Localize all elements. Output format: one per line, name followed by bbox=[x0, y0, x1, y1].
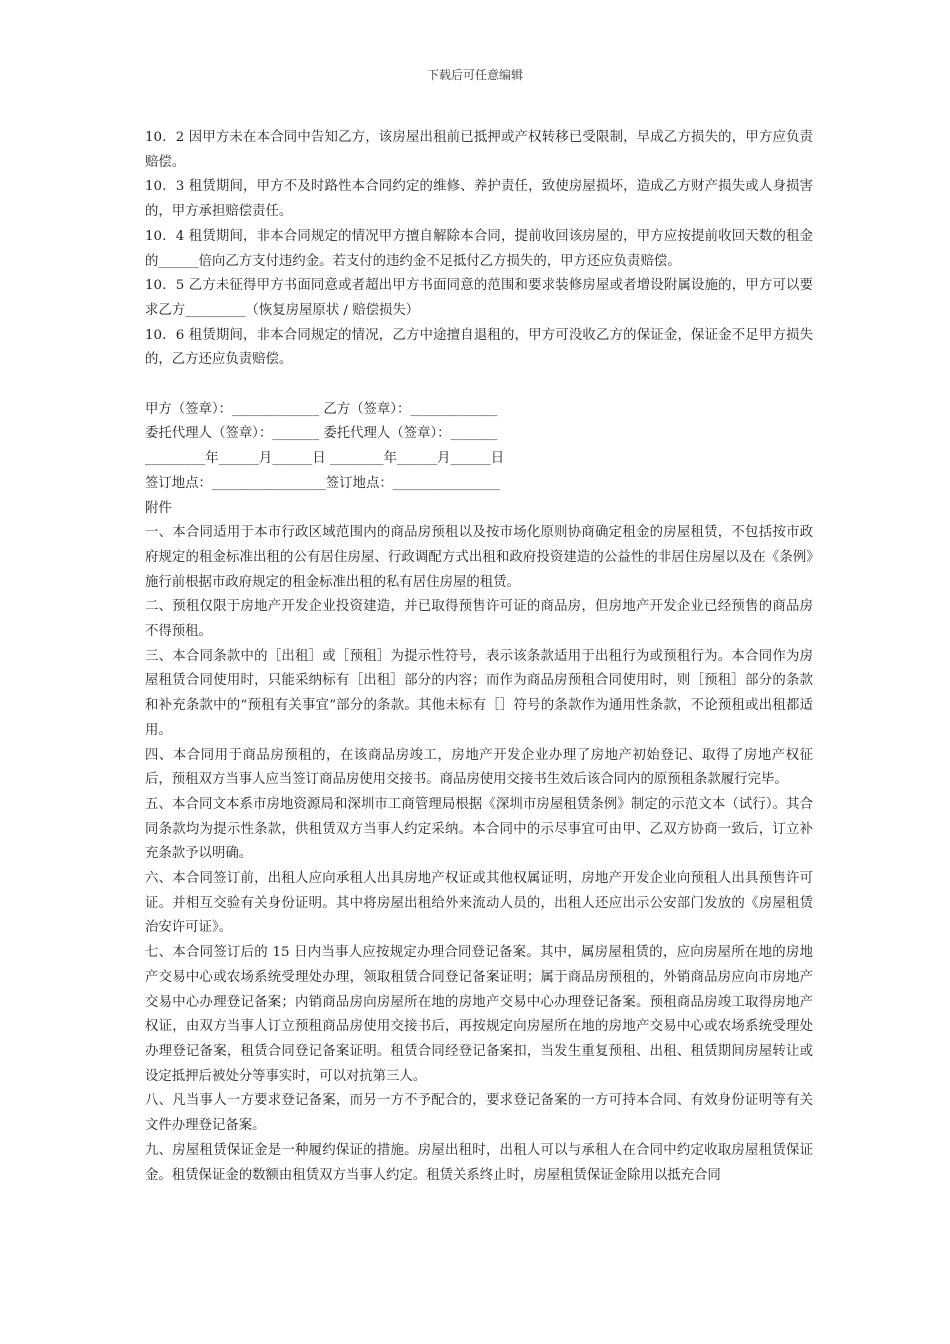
appendix-item-8: 八、凡当事人一方要求登记备案，而另一方不予配合的，要求登记备案的一方可持本合同、有效身份证明等有关文件办理登记备案。 bbox=[145, 1093, 813, 1134]
clause-10-6: 10．6 租赁期间，非本合同规定的情况，乙方中途擅自退租的，甲方可没收乙方的保证金，保证金不足甲方损失的，乙方还应负责赔偿。 bbox=[145, 327, 813, 368]
clause-10-2: 10．2 因甲方未在本合同中告知乙方，该房屋出租前已抵押或产权转移已受限制，早成乙方损失的，甲方应负责赔偿。 bbox=[145, 130, 813, 170]
clause-10-3: 10．3 租赁期间，甲方不及时路性本合同约定的维修、养护责任，致使房屋损坏，造成乙方财产损失或人身损害的，甲方承担赔偿责任。 bbox=[145, 179, 813, 220]
appendix-title: 附件 bbox=[145, 500, 172, 516]
clause-10-4: 10．4 租赁期间，非本合同规定的情况甲方擅自解除本合同，提前收回该房屋的，甲方应按提前收回天数的租金的______倍向乙方支付违约金。若支付的违约金不足抵付乙方损失的，甲方还应负责赔偿。 bbox=[145, 228, 813, 269]
appendix-item-3: 三、本合同条款中的［出租］或［预租］为提示性符号，表示该条款适用于出租行为或预租行为。本合同作为房屋租赁合同使用时，只能采纳标有［出租］部分的内容；而作为商品房预租合同使用时，则［预租］部分的条款和补充条款中的“预租有关事宜”部分的条款。其他未标有［］符号的条款作为通用性条款，不论预租或出租都适用。 bbox=[145, 648, 813, 738]
appendix-item-9: 九、房屋租赁保证金是一种履约保证的措施。房屋出租时，出租人可以与承租人在合同中约定收取房屋租赁保证金。租赁保证金的数额由租赁双方当事人约定。租赁关系终止时，房屋租赁保证金除用以抵充合同 bbox=[145, 1142, 813, 1183]
appendix-item-5: 五、本合同文本系市房地资源局和深圳市工商管理局根据《深圳市房屋租赁条例》制定的示范文本（试行）。其合同条款均为提示性条款，供租赁双方当事人约定采纳。本合同中的示尽事宜可由甲、乙双方协商一致后，订立补充条款予以明确。 bbox=[145, 796, 813, 862]
signature-place-line: 签订地点：_________________签订地点：________________ bbox=[145, 475, 500, 491]
appendix-item-7: 七、本合同签订后的 15 日内当事人应按规定办理合同登记备案。其中，属房屋租赁的，应向房屋所在地的房地产交易中心或农场系统受理处办理，领取租赁合同登记备案证明；属于商品房预租的，外销商品房应向市房地产交易中心办理登记备案；内销商品房向房屋所在地的房地产交易中心办理登记备案。预租商品房竣工取得房地产权证，由双方当事人订立预租商品房使用交接书后，再按规定向房屋所在地的房地产交易中心或农场系统受理处办理登记备案，租赁合同登记备案证明。租赁合同经登记备案扣，当发生重复预租、出租、租赁期间房屋转让或设定抵押后被处分等事实时，可以对抗第三人。 bbox=[145, 945, 813, 1084]
signature-agent-line: 委托代理人（签章）：_______ 委托代理人（签章）：_______ bbox=[145, 426, 498, 442]
appendix-item-1: 一、本合同适用于本市行政区域范围内的商品房预租以及按市场化原则协商确定租金的房屋租赁，不包括按市政府规定的租金标准出租的公有居住房屋、行政调配方式出租和政府投资建造的公益性的非居住房屋以及在《条例》施行前根据市政府规定的租金标准出租的私有居住房屋的租赁。 bbox=[145, 525, 813, 590]
clause-10-5: 10．5 乙方未征得甲方书面同意或者超出甲方书面同意的范围和要求装修房屋或者增设附属设施的，甲方可以要求乙方_________（恢复房屋原状 / 赔偿损失） bbox=[145, 278, 813, 318]
signature-date-line: _________年______月______日 ________年______月______日 bbox=[145, 451, 505, 467]
blank-line bbox=[145, 373, 813, 398]
appendix-item-2: 二、预租仅限于房地产开发企业投资建造，并已取得预售许可证的商品房，但房地产开发企业已经预售的商品房不得预租。 bbox=[145, 599, 813, 640]
document-body bbox=[145, 126, 813, 1188]
appendix-item-6: 六、本合同签订前，出租人应向承租人出具房地产权证或其他权属证明，房地产开发企业向预租人出具预售许可证。并相互交验有关身份证明。其中将房屋出租给外来流动人员的，出租人还应出示公安部门发放的《房屋租赁治安许可证》。 bbox=[145, 871, 813, 936]
page-header: 下载后可任意编辑 bbox=[426, 68, 523, 82]
appendix-item-4: 四、本合同用于商品房预租的，在该商品房竣工，房地产开发企业办理了房地产初始登记、取得了房地产权征后，预租双方当事人应当签订商品房使用交接书。商品房使用交接书生效后该合同内的原预租条款履行完毕。 bbox=[145, 747, 813, 788]
signature-party-line: 甲方（签章）：_____________ 乙方（签章）：_____________ bbox=[145, 401, 498, 417]
